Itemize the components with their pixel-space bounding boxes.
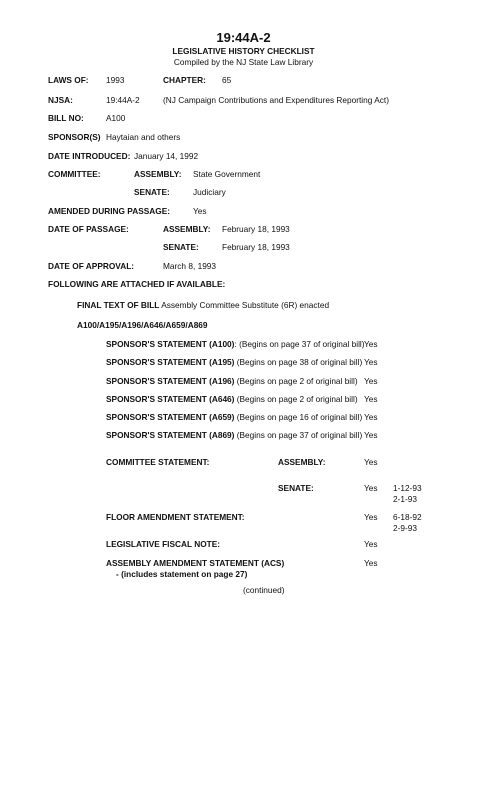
floor-amendment-date: 6-18-92: [393, 512, 422, 522]
fiscal-note-label: LEGISLATIVE FISCAL NOTE:: [106, 539, 221, 549]
sponsor-statement-label: SPONSOR'S STATEMENT (A659): [106, 412, 235, 422]
attached-heading: FOLLOWING ARE ATTACHED IF AVAILABLE:: [48, 279, 226, 289]
sponsor-statement-note: : (Begins on page 37 of original bill): [234, 339, 365, 349]
senate-date: 2-1-93: [393, 494, 417, 504]
sponsor-statement-value: Yes: [364, 339, 378, 349]
sponsor-statement-row: [106, 357, 362, 367]
sponsor-statement-note: (Begins on page 2 of original bill): [234, 394, 358, 404]
committee-statement-assembly-value: Yes: [364, 457, 378, 467]
floor-amendment-date: 2-9-93: [393, 523, 417, 533]
floor-amendment-label: FLOOR AMENDMENT STATEMENT:: [106, 512, 245, 522]
sponsor-statement-label: SPONSOR'S STATEMENT (A869): [106, 430, 235, 440]
sponsor-statement-note: (Begins on page 16 of original bill): [234, 412, 363, 422]
sponsor-statement-row: [106, 376, 358, 386]
sponsor-statement-note: (Begins on page 2 of original bill): [234, 376, 358, 386]
committee-statement-senate-value: Yes: [364, 483, 378, 493]
passage-assembly-label: ASSEMBLY:: [163, 224, 211, 234]
sponsor-statement-value: Yes: [364, 357, 378, 367]
committee-statement-assembly-label: ASSEMBLY:: [278, 457, 326, 467]
sponsor-statement-row: [106, 394, 358, 404]
compiled-by: Compiled by the NJ State Law Library: [173, 57, 314, 67]
njsa-value: 19:44A-2: [106, 95, 140, 105]
bill-no-value: A100: [106, 113, 126, 123]
final-text-value: Assembly Committee Substitute (6R) enacted: [161, 300, 330, 310]
committee-statement-senate-label: SENATE:: [278, 483, 314, 493]
passage-senate-label: SENATE:: [163, 242, 199, 252]
approval-value: March 8, 1993: [163, 261, 217, 271]
final-text-label: FINAL TEXT OF BILL: [77, 300, 160, 310]
sponsor-statement-value: Yes: [364, 394, 378, 404]
laws-of-label: LAWS OF:: [48, 75, 89, 85]
sponsor-statement-row: [106, 339, 365, 349]
sponsor-statement-value: Yes: [364, 412, 378, 422]
chapter-value: 65: [222, 75, 232, 85]
passage-label: DATE OF PASSAGE:: [48, 224, 129, 234]
final-text-line: [77, 300, 329, 310]
sponsor-statement-value: Yes: [364, 430, 378, 440]
page-subtitle: LEGISLATIVE HISTORY CHECKLIST: [172, 46, 315, 56]
amendment-statement-value: Yes: [364, 558, 378, 568]
bill-list: A100/A195/A196/A646/A659/A869: [77, 320, 208, 330]
amendment-statement-label: ASSEMBLY AMENDMENT STATEMENT (ACS): [106, 558, 285, 568]
njsa-description: (NJ Campaign Contributions and Expenditures Reporting Act): [163, 95, 389, 105]
floor-amendment-value: Yes: [364, 512, 378, 522]
page-title: 19:44A-2: [216, 30, 271, 45]
sponsor-statement-note: (Begins on page 38 of original bill): [234, 357, 363, 367]
sponsor-statement-note: (Begins on page 37 of original bill): [234, 430, 363, 440]
sponsor-statement-label: SPONSOR'S STATEMENT (A195): [106, 357, 235, 367]
amended-value: Yes: [193, 206, 207, 216]
njsa-label: NJSA:: [48, 95, 73, 105]
continued-note: (continued): [243, 585, 285, 595]
committee-label: COMMITTEE:: [48, 169, 101, 179]
sponsors-label: SPONSOR(S): [48, 132, 101, 142]
amendment-statement-note: - (includes statement on page 27): [116, 569, 248, 579]
laws-of-value: 1993: [106, 75, 125, 85]
committee-senate-value: Judiciary: [193, 187, 226, 197]
date-introduced-label: DATE INTRODUCED:: [48, 151, 131, 161]
sponsor-statement-label: SPONSOR'S STATEMENT (A196): [106, 376, 235, 386]
amended-label: AMENDED DURING PASSAGE:: [48, 206, 171, 216]
sponsor-statement-value: Yes: [364, 376, 378, 386]
sponsors-value: Haytaian and others: [106, 132, 181, 142]
chapter-label: CHAPTER:: [163, 75, 206, 85]
sponsor-statement-row: [106, 430, 362, 440]
committee-senate-label: SENATE:: [134, 187, 170, 197]
passage-assembly-value: February 18, 1993: [222, 224, 290, 234]
fiscal-note-value: Yes: [364, 539, 378, 549]
committee-statement-label: COMMITTEE STATEMENT:: [106, 457, 210, 467]
committee-assembly-value: State Government: [193, 169, 261, 179]
senate-date: 1-12-93: [393, 483, 422, 493]
bill-no-label: BILL NO:: [48, 113, 84, 123]
sponsor-statement-label: SPONSOR'S STATEMENT (A646): [106, 394, 235, 404]
sponsor-statement-row: [106, 412, 362, 422]
committee-assembly-label: ASSEMBLY:: [134, 169, 182, 179]
date-introduced-value: January 14, 1992: [134, 151, 199, 161]
passage-senate-value: February 18, 1993: [222, 242, 290, 252]
sponsor-statement-label: SPONSOR'S STATEMENT (A100): [106, 339, 235, 349]
approval-label: DATE OF APPROVAL:: [48, 261, 135, 271]
